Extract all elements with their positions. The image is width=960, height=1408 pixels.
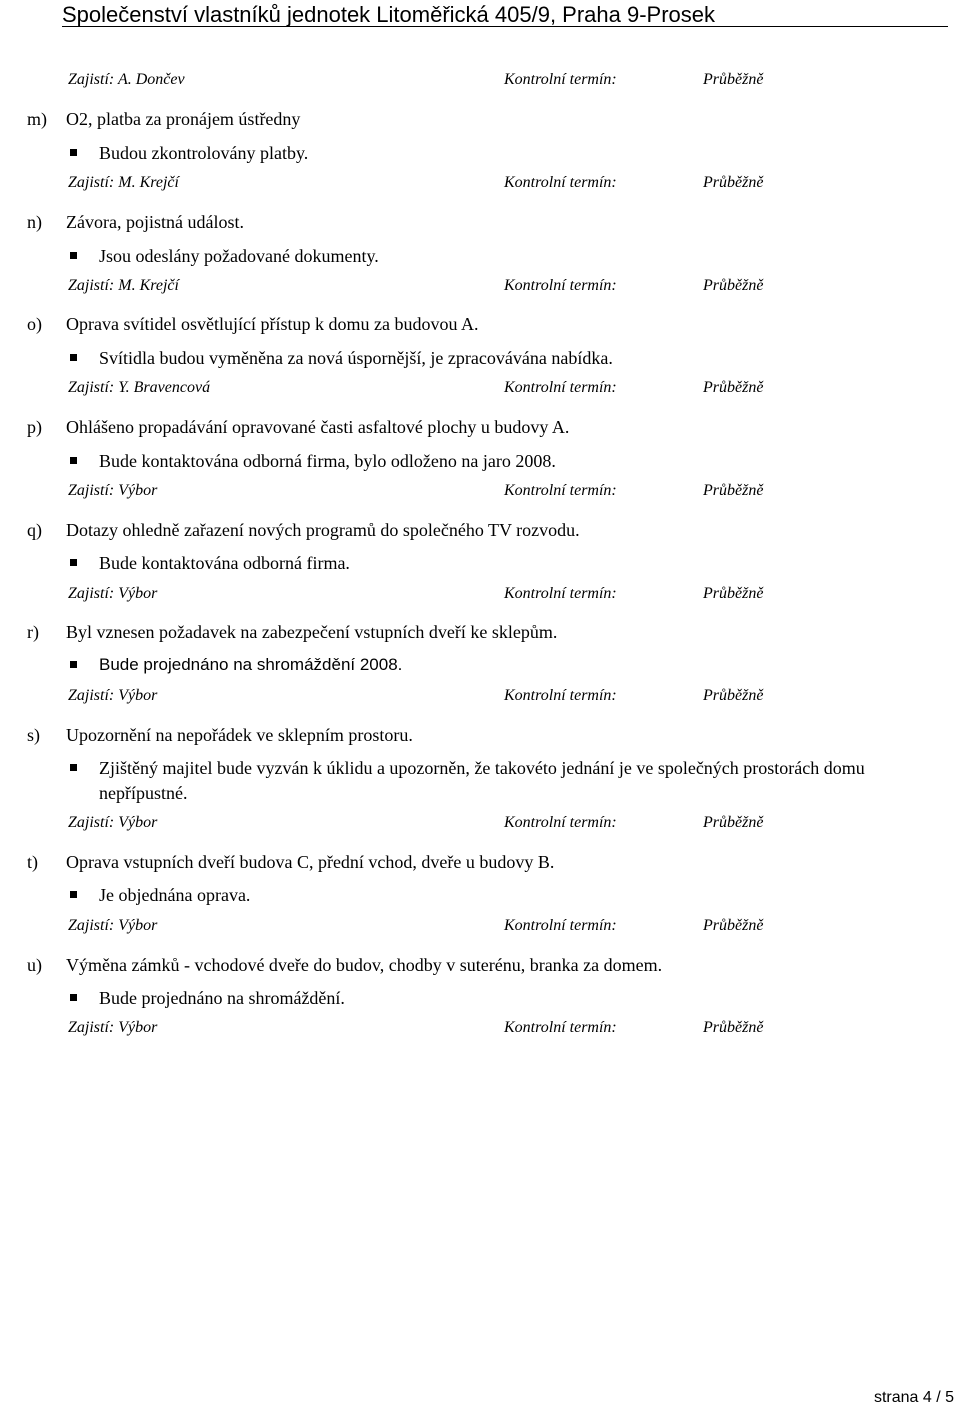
item-title: Oprava vstupních dveří budova C, přední vchod, dveře u budovy B. (66, 852, 555, 872)
item-bullet-text: Bude projednáno na shromáždění. (99, 988, 345, 1008)
deadline-value: Průběžně (703, 379, 764, 396)
item-title: O2, platba za pronájem ústředny (66, 109, 301, 129)
item-bullet-text: Svítidla budou vyměněna za nová úspornější, je zpracovávána nabídka. (99, 348, 613, 368)
deadline-value: Průběžně (703, 174, 764, 191)
deadline-label: Kontrolní termín: (504, 1019, 617, 1036)
item-title: Byl vznesen požadavek na zabezpečení vstupních dveří ke sklepům. (66, 622, 558, 642)
deadline-label: Kontrolní termín: (504, 917, 617, 934)
bullet-square-icon (70, 354, 77, 361)
item-letter: r) (27, 622, 39, 642)
item-bullet-text: Bude kontaktována odborná firma. (99, 553, 350, 573)
item-letter: o) (27, 314, 42, 334)
deadline-label: Kontrolní termín: (504, 482, 617, 499)
deadline-label: Kontrolní termín: (504, 71, 617, 88)
deadline-value: Průběžně (703, 71, 764, 88)
item-title: Ohlášeno propadávání opravované časti asfaltové plochy u budovy A. (66, 417, 570, 437)
deadline-value: Průběžně (703, 585, 764, 602)
responsible-label: Zajistí: A. Dončev (68, 71, 185, 88)
item-bullet-text: Budou zkontrolovány platby. (99, 143, 309, 163)
bullet-square-icon (70, 994, 77, 1001)
item-letter: u) (27, 955, 42, 975)
deadline-value: Průběžně (703, 687, 764, 704)
deadline-label: Kontrolní termín: (504, 585, 617, 602)
bullet-square-icon (70, 661, 77, 668)
responsible-label: Zajistí: M. Krejčí (68, 277, 179, 294)
deadline-value: Průběžně (703, 277, 764, 294)
bullet-square-icon (70, 252, 77, 259)
item-letter: s) (27, 725, 40, 745)
item-title: Upozornění na nepořádek ve sklepním prostoru. (66, 725, 413, 745)
item-title: Dotazy ohledně zařazení nových programů do společného TV rozvodu. (66, 520, 580, 540)
bullet-square-icon (70, 764, 77, 771)
deadline-label: Kontrolní termín: (504, 687, 617, 704)
responsible-label: Zajistí: Výbor (68, 814, 158, 831)
item-letter: n) (27, 212, 42, 232)
deadline-value: Průběžně (703, 814, 764, 831)
document-header: Společenství vlastníků jednotek Litoměřická 405/9, Praha 9-Prosek (62, 2, 716, 27)
deadline-label: Kontrolní termín: (504, 174, 617, 191)
item-letter: q) (27, 520, 42, 540)
item-bullet-text: Zjištěný majitel bude vyzván k úklidu a upozorněn, že takovéto jednání je ve společných prostorách domu nepřípustné. (99, 758, 865, 803)
item-title: Výměna zámků - vchodové dveře do budov, chodby v suterénu, branka za domem. (66, 955, 663, 975)
responsible-label: Zajistí: Výbor (68, 917, 158, 934)
item-title: Závora, pojistná událost. (66, 212, 244, 232)
responsible-label: Zajistí: Výbor (68, 1019, 158, 1036)
bullet-square-icon (70, 559, 77, 566)
deadline-value: Průběžně (703, 1019, 764, 1036)
item-letter: p) (27, 417, 42, 437)
deadline-label: Kontrolní termín: (504, 277, 617, 294)
deadline-label: Kontrolní termín: (504, 814, 617, 831)
deadline-value: Průběžně (703, 917, 764, 934)
bullet-square-icon (70, 891, 77, 898)
responsible-label: Zajistí: Y. Bravencová (68, 379, 211, 396)
item-bullet-text: Bude kontaktována odborná firma, bylo odloženo na jaro 2008. (99, 451, 556, 471)
bullet-square-icon (70, 149, 77, 156)
responsible-label: Zajistí: Výbor (68, 482, 158, 499)
item-bullet-text: Je objednána oprava. (99, 885, 251, 905)
deadline-label: Kontrolní termín: (504, 379, 617, 396)
responsible-label: Zajistí: Výbor (68, 687, 158, 704)
item-letter: t) (27, 852, 38, 872)
item-bullet-text: Bude projednáno na shromáždění 2008. (99, 655, 403, 674)
header-rule (62, 26, 948, 27)
responsible-label: Zajistí: Výbor (68, 585, 158, 602)
deadline-value: Průběžně (703, 482, 764, 499)
item-letter: m) (27, 109, 47, 129)
page-number: strana 4 / 5 (873, 1389, 954, 1406)
bullet-square-icon (70, 457, 77, 464)
item-bullet-text: Jsou odeslány požadované dokumenty. (99, 246, 379, 266)
responsible-label: Zajistí: M. Krejčí (68, 174, 179, 191)
item-title: Oprava svítidel osvětlující přístup k domu za budovou A. (66, 314, 479, 334)
